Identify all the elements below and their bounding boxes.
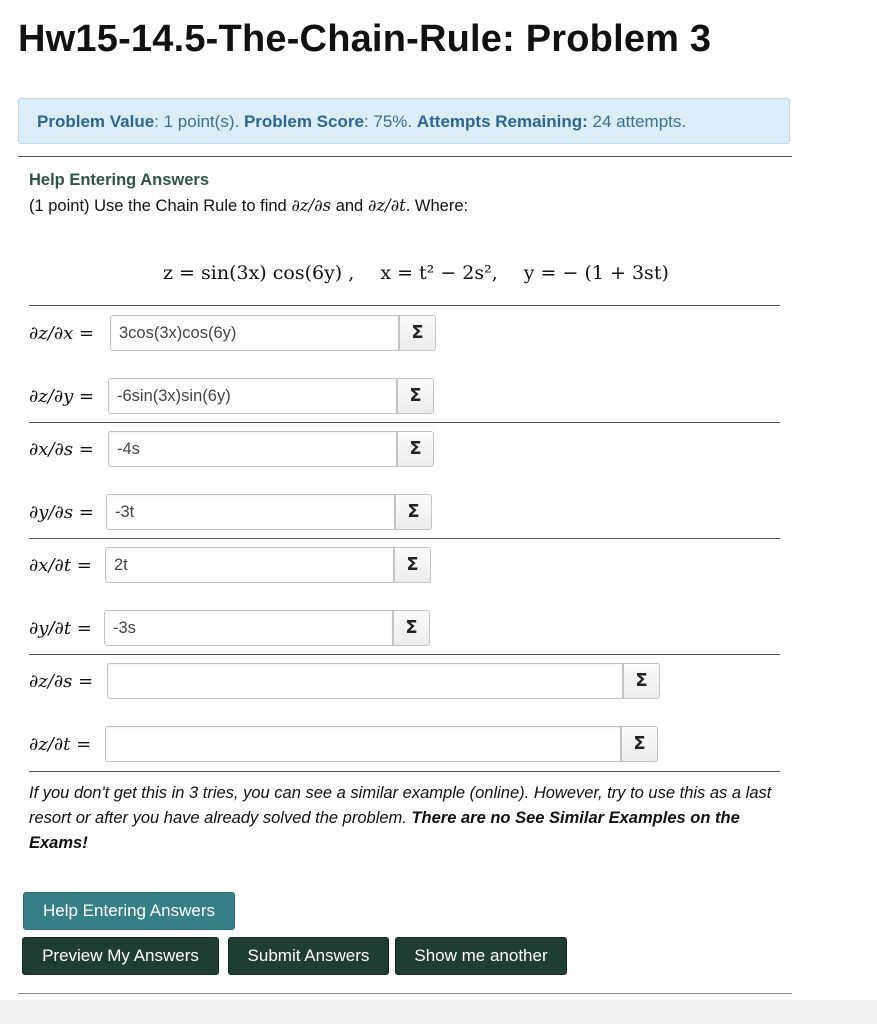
- answer-input-dx-dt[interactable]: 2t: [105, 547, 394, 583]
- equation-editor-sigma-icon[interactable]: Σ: [399, 315, 436, 351]
- equation-editor-sigma-icon[interactable]: Σ: [394, 547, 431, 583]
- answer-input-dz-dx[interactable]: 3cos(3x)cos(6y): [110, 315, 399, 351]
- attempts-remaining-label: Attempts Remaining:: [416, 112, 588, 131]
- equation-x: x = t² − 2s²,: [380, 262, 498, 284]
- answer-label: ∂z/∂t =: [29, 734, 92, 755]
- show-me-another-button[interactable]: Show me another: [395, 937, 567, 975]
- page-title: Hw15-14.5-The-Chain-Rule: Problem 3: [18, 18, 712, 60]
- answer-input-dy-ds[interactable]: -3t: [106, 494, 395, 530]
- problem-statement: [29, 196, 468, 216]
- divider: [29, 422, 780, 423]
- answer-label: ∂z/∂s =: [29, 671, 94, 692]
- similar-example-note: [29, 781, 789, 856]
- problem-info-box: [18, 98, 790, 144]
- equation-editor-sigma-icon[interactable]: Σ: [397, 378, 434, 414]
- answer-label: ∂z/∂x =: [29, 323, 95, 344]
- derivative-dz-dt: ∂z/∂t: [367, 196, 406, 215]
- equation-editor-sigma-icon[interactable]: Σ: [621, 726, 658, 762]
- divider: [29, 305, 780, 306]
- problem-intro-suffix: . Where:: [405, 197, 469, 215]
- answer-input-dz-dy[interactable]: -6sin(3x)sin(6y): [108, 378, 397, 414]
- answer-label: ∂x/∂t =: [29, 555, 92, 576]
- submit-answers-button[interactable]: Submit Answers: [228, 937, 389, 975]
- equation-z: z = sin(3x) cos(6y) ,: [163, 262, 355, 284]
- derivative-dz-ds: ∂z/∂s: [291, 196, 332, 215]
- answer-input-dx-ds[interactable]: -4s: [108, 431, 397, 467]
- page-footer-area: [0, 1000, 877, 1024]
- equation-editor-sigma-icon[interactable]: Σ: [395, 494, 432, 530]
- answer-label: ∂y/∂s =: [29, 502, 94, 523]
- preview-answers-button[interactable]: Preview My Answers: [22, 937, 219, 975]
- answer-label: ∂y/∂t =: [29, 618, 92, 639]
- equation-editor-sigma-icon[interactable]: Σ: [393, 610, 430, 646]
- equation-y: y = − (1 + 3st): [523, 262, 669, 284]
- answer-input-dy-dt[interactable]: -3s: [104, 610, 393, 646]
- answer-input-dz-ds[interactable]: [107, 663, 623, 699]
- divider: [18, 993, 792, 994]
- note-text: If you don't get this in 3 tries, you can see a similar example (online). However, try to use this as a last resort or after you have already solved the problem.: [29, 784, 772, 827]
- problem-and: and: [331, 197, 368, 215]
- equation-editor-sigma-icon[interactable]: Σ: [623, 663, 660, 699]
- divider: [29, 538, 780, 539]
- help-entering-answers-link[interactable]: Help Entering Answers: [29, 171, 210, 189]
- problem-score-label: Problem Score: [243, 112, 364, 131]
- problem-intro-prefix: (1 point) Use the Chain Rule to find: [29, 197, 292, 215]
- note-bold: There are no See Similar Examples on the Exams!: [29, 809, 740, 852]
- help-entering-answers-button[interactable]: Help Entering Answers: [23, 892, 235, 930]
- problem-score-text: : 75%.: [363, 112, 417, 131]
- problem-value-label: Problem Value: [37, 112, 155, 131]
- answer-label: ∂x/∂s =: [29, 439, 94, 460]
- answer-label: ∂z/∂y =: [29, 386, 95, 407]
- divider: [18, 156, 792, 157]
- divider: [29, 771, 780, 772]
- problem-equation: [163, 262, 669, 284]
- problem-value-text: : 1 point(s).: [154, 112, 244, 131]
- attempts-remaining-text: 24 attempts.: [587, 112, 687, 131]
- equation-editor-sigma-icon[interactable]: Σ: [397, 431, 434, 467]
- answer-input-dz-dt[interactable]: [105, 726, 621, 762]
- divider: [29, 654, 780, 655]
